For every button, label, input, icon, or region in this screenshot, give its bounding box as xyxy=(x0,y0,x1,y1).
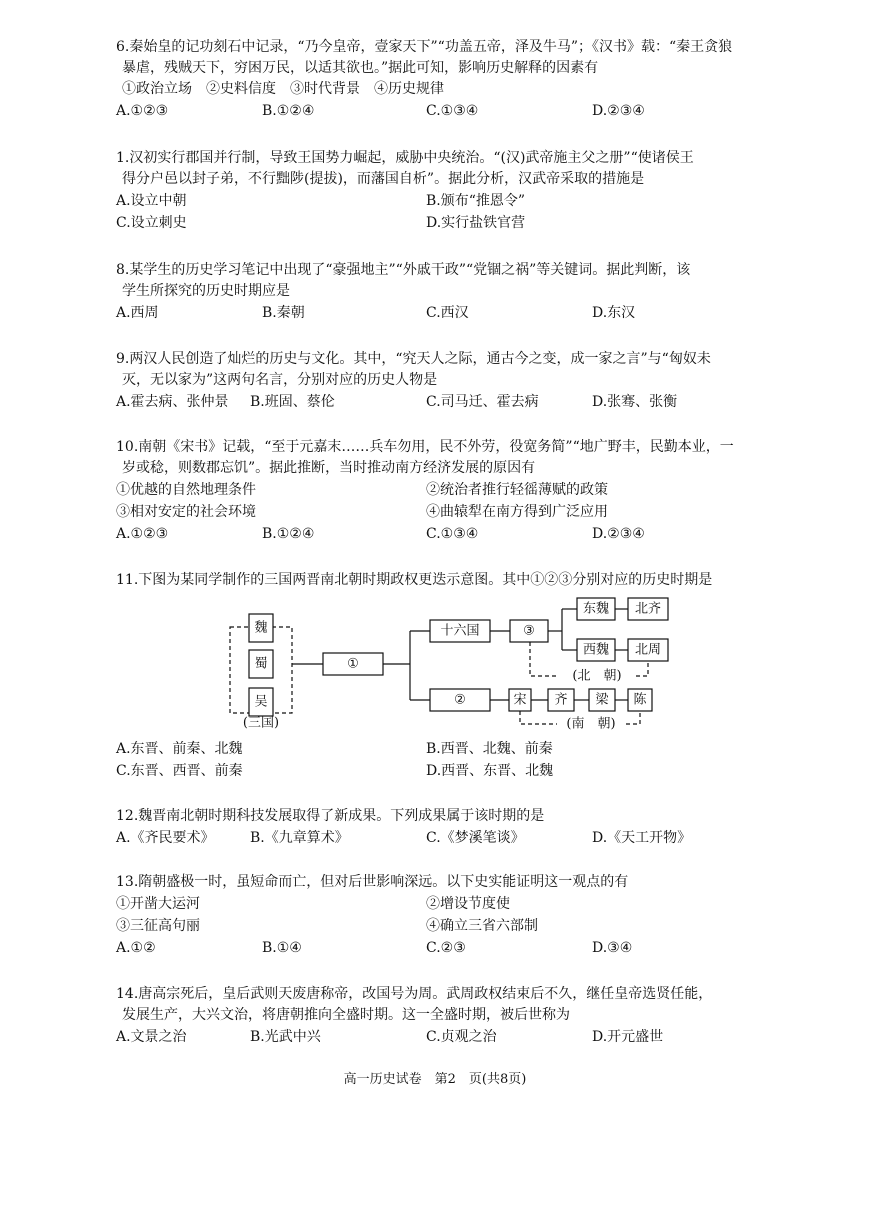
label-song: 宋 xyxy=(513,692,527,708)
option-a: A.文景之治 xyxy=(116,1029,187,1045)
option-a: A.霍去病、张仲景 xyxy=(116,394,229,410)
option-b: B.西晋、北魏、前秦 xyxy=(426,741,553,757)
question-9-stem-line: 9.两汉人民创造了灿烂的历史与文化。其中，“究天人之际，通古今之变，成一家之言”与“匈奴未 xyxy=(116,351,711,367)
question-11-options xyxy=(116,738,806,782)
label-dongwei: 东魏 xyxy=(582,601,610,617)
option-d: D.②③④ xyxy=(592,103,645,119)
option-c: C.西汉 xyxy=(426,305,469,321)
question-7-stem-line: 得分户邑以封子弟，不行黜陟(提拔)，而藩国自析”。据此分析，汉武帝采取的措施是 xyxy=(122,171,645,187)
option-c: C.《梦溪笔谈》 xyxy=(426,830,525,846)
option-c: C.设立刺史 xyxy=(116,215,187,231)
question-11-stem-line: 11.下图为某同学制作的三国两晋南北朝时期政权更迭示意图。其中①②③分别对应的历史时期是 xyxy=(116,572,713,588)
question-8-stem-line: 8.某学生的历史学习笔记中出现了“豪强地主”“外戚干政”“党锢之祸”等关键词。据此判断，该 xyxy=(116,262,691,278)
item-2: ②增设节度使 xyxy=(426,896,510,912)
label-circle-2: ② xyxy=(454,692,466,708)
item-1: ①优越的自然地理条件 xyxy=(116,482,256,498)
question-13-options xyxy=(116,937,806,959)
label-qi: 齐 xyxy=(554,692,568,708)
question-13-items-row xyxy=(116,915,806,937)
item-4: ④曲辕犁在南方得到广泛应用 xyxy=(426,504,608,520)
option-a: A.东晋、前秦、北魏 xyxy=(116,741,243,757)
label-nanchao: (南 朝) xyxy=(566,716,616,732)
label-xiwei: 西魏 xyxy=(582,642,610,658)
question-9-stem-line: 灭，无以家为”这两句名言，分别对应的历史人物是 xyxy=(122,372,438,388)
label-wei: 魏 xyxy=(254,620,268,636)
option-a: A.①②③ xyxy=(116,526,169,542)
question-6-stem-line: 暴虐，残贼天下，穷困万民，以适其欲也。”据此可知，影响历史解释的因素有 xyxy=(122,60,599,76)
question-14-options xyxy=(116,1026,806,1048)
item-2: ②统治者推行轻徭薄赋的政策 xyxy=(426,482,608,498)
question-12-options xyxy=(116,827,806,849)
option-c: C.司马迁、霍去病 xyxy=(426,394,539,410)
item-4: ④确立三省六部制 xyxy=(426,918,538,934)
label-beizhou: 北周 xyxy=(634,642,662,658)
option-b: B.光武中兴 xyxy=(250,1029,321,1045)
option-a: A.《齐民要术》 xyxy=(116,830,215,846)
option-a: A.①② xyxy=(116,940,156,956)
option-b: B.班固、蔡伦 xyxy=(250,394,335,410)
option-d: D.②③④ xyxy=(592,526,645,542)
label-circle-1: ① xyxy=(347,656,359,672)
label-beichao: (北 朝) xyxy=(572,668,622,684)
question-13 xyxy=(116,872,806,959)
question-7-stem-line: 1.汉初实行郡国并行制，导致王国势力崛起，威胁中央统治。“(汉)武帝施主父之册”“使诸侯王 xyxy=(116,150,694,166)
item-3: ③相对安定的社会环境 xyxy=(116,504,256,520)
option-d: D.东汉 xyxy=(592,305,636,321)
question-8-stem-line: 学生所探究的历史时期应是 xyxy=(122,283,290,299)
option-c: C.②③ xyxy=(426,940,466,956)
label-beiqi: 北齐 xyxy=(634,601,662,617)
option-d: D.开元盛世 xyxy=(592,1029,664,1045)
label-circle-3: ③ xyxy=(523,623,535,639)
question-12-stem-line: 12.魏晋南北朝时期科技发展取得了新成果。下列成果属于该时期的是 xyxy=(116,808,545,824)
question-14-stem-line: 发展生产，大兴文治，将唐朝推向全盛时期。这一全盛时期，被后世称为 xyxy=(122,1007,570,1023)
page-footer: 高一历史试卷 第2 页(共8页) xyxy=(343,1072,527,1087)
option-d: D.《天工开物》 xyxy=(592,830,692,846)
option-b: B.秦朝 xyxy=(262,305,305,321)
question-13-items-row xyxy=(116,893,806,915)
option-c: C.①③④ xyxy=(426,103,479,119)
question-6-items: ①政治立场 ②史料信度 ③时代背景 ④历史规律 xyxy=(122,81,444,97)
question-14 xyxy=(116,984,806,1048)
label-shiliuguo: 十六国 xyxy=(440,623,480,639)
label-chen: 陈 xyxy=(633,692,647,708)
option-b: B.《九章算术》 xyxy=(250,830,349,846)
item-3: ③三征高句丽 xyxy=(116,918,200,934)
option-a: A.西周 xyxy=(116,305,159,321)
question-10-stem-line: 10.南朝《宋书》记载，“至于元嘉末……兵车勿用，民不外劳，役宽务简”“地广野丰，民勤本业，一 xyxy=(116,439,734,455)
question-11-options-row xyxy=(116,738,806,760)
option-c: C.①③④ xyxy=(426,526,479,542)
option-d: D.张骞、张衡 xyxy=(592,394,678,410)
question-14-stem-line: 14.唐高宗死后，皇后武则天废唐称帝，改国号为周。武周政权结束后不久，继任皇帝选贤任能， xyxy=(116,986,713,1002)
option-d: D.西晋、东晋、北魏 xyxy=(426,763,554,779)
label-shu: 蜀 xyxy=(254,656,268,672)
option-b: B.颁布“推恩令” xyxy=(426,193,526,209)
question-13-stem-line: 13.隋朝盛极一时，虽短命而亡，但对后世影响深远。以下史实能证明这一观点的有 xyxy=(116,874,629,890)
label-sanguo: (三国) xyxy=(242,715,280,731)
question-11-options-row xyxy=(116,760,806,782)
question-10-stem-line: 岁或稔，则数郡忘饥”。据此推断，当时推动南方经济发展的原因有 xyxy=(122,460,536,476)
question-12 xyxy=(116,806,806,849)
label-wu: 吴 xyxy=(254,694,268,710)
option-b: B.①②④ xyxy=(262,526,315,542)
option-c: C.东晋、西晋、前秦 xyxy=(116,763,243,779)
option-d: D.实行盐铁官营 xyxy=(426,215,526,231)
option-d: D.③④ xyxy=(592,940,633,956)
item-1: ①开凿大运河 xyxy=(116,896,200,912)
option-b: B.①②④ xyxy=(262,103,315,119)
option-b: B.①④ xyxy=(262,940,302,956)
label-liang: 梁 xyxy=(595,692,609,708)
option-c: C.贞观之治 xyxy=(426,1029,497,1045)
option-a: A.设立中朝 xyxy=(116,193,187,209)
option-a: A.①②③ xyxy=(116,103,169,119)
question-6-stem-line: 6.秦始皇的记功刻石中记录，“乃今皇帝，壹家天下”“功盖五帝，泽及牛马”；《汉书》载：“秦王贪狼 xyxy=(116,39,733,55)
